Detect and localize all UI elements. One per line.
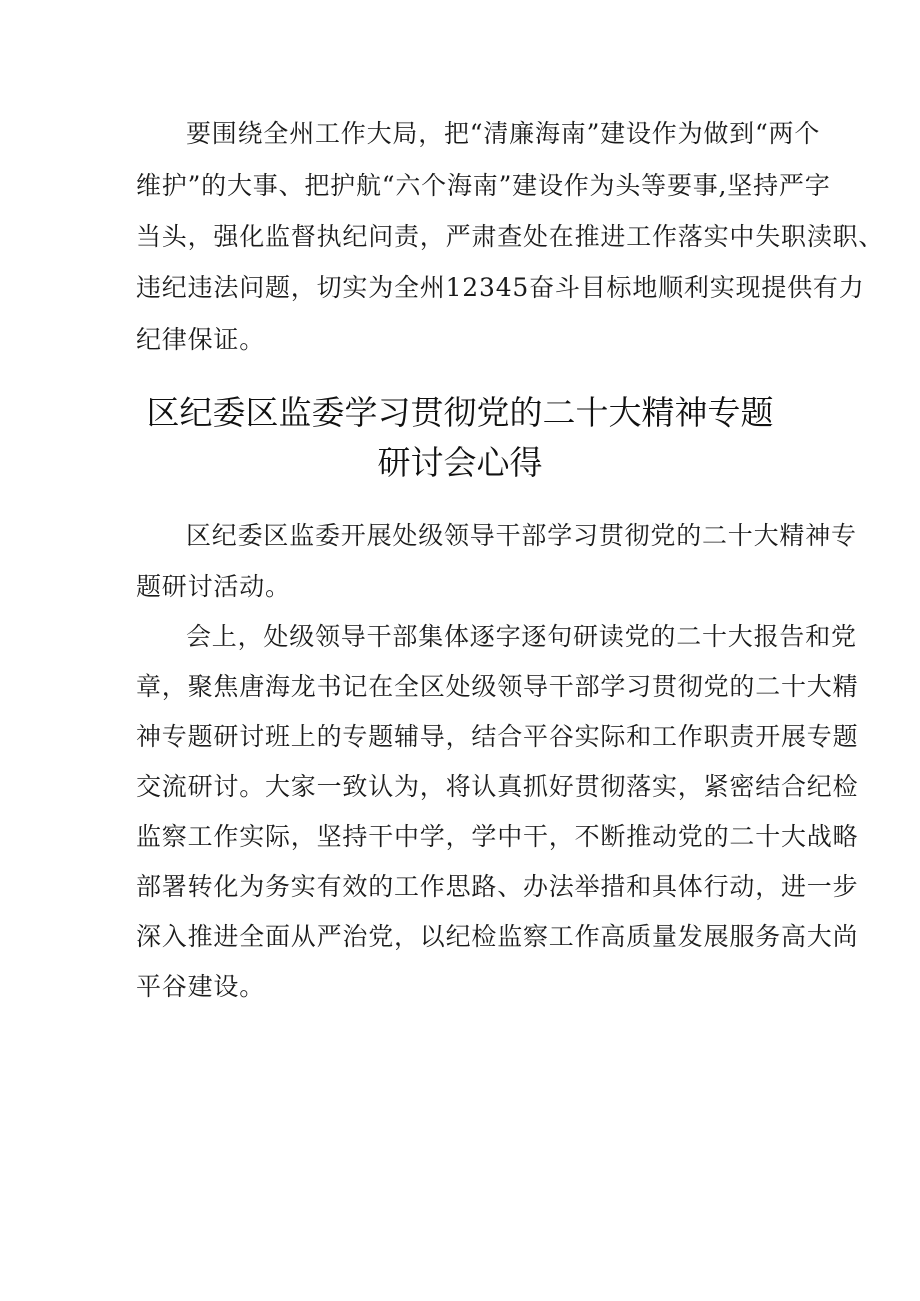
intro-paragraph-line: 纪律保证。 bbox=[136, 325, 266, 354]
body-paragraph-line: 深入推进全面从严治党，以纪检监察工作高质量发展服务高大尚 bbox=[136, 922, 859, 951]
intro-paragraph-line: 要围绕全州工作大局，把“清廉海南”建设作为做到“两个 bbox=[186, 119, 821, 148]
intro-paragraph-line: 维护”的大事、把护航“六个海南”建设作为头等要事,坚持严字 bbox=[136, 171, 831, 200]
body-paragraph-line: 题研讨活动。 bbox=[136, 572, 291, 601]
document-title: 区纪委区监委学习贯彻党的二十大精神专题 bbox=[146, 393, 774, 432]
body-paragraph-line: 平谷建设。 bbox=[136, 972, 266, 1001]
document-title: 研讨会心得 bbox=[377, 443, 543, 482]
body-paragraph-line: 区纪委区监委开展处级领导干部学习贯彻党的二十大精神专 bbox=[186, 521, 857, 550]
body-paragraph-line: 监察工作实际，坚持干中学，学中干，不断推动党的二十大战略 bbox=[136, 822, 859, 851]
body-paragraph-line: 神专题研讨班上的专题辅导，结合平谷实际和工作职责开展专题 bbox=[136, 722, 859, 751]
body-paragraph-line: 会上，处级领导干部集体逐字逐句研读党的二十大报告和党 bbox=[186, 622, 857, 651]
body-paragraph-line: 章，聚焦唐海龙书记在全区处级领导干部学习贯彻党的二十大精 bbox=[136, 672, 859, 701]
body-paragraph-line: 交流研讨。大家一致认为，将认真抓好贯彻落实，紧密结合纪检 bbox=[136, 772, 859, 801]
intro-paragraph-line: 当头，强化监督执纪问责，严肃查处在推进工作落实中失职渎职、 bbox=[136, 222, 885, 251]
body-paragraph-line: 部署转化为务实有效的工作思路、办法举措和具体行动，进一步 bbox=[136, 872, 859, 901]
intro-paragraph-line: 违纪违法问题，切实为全州12345奋斗目标地顺利实现提供有力 bbox=[136, 273, 865, 302]
